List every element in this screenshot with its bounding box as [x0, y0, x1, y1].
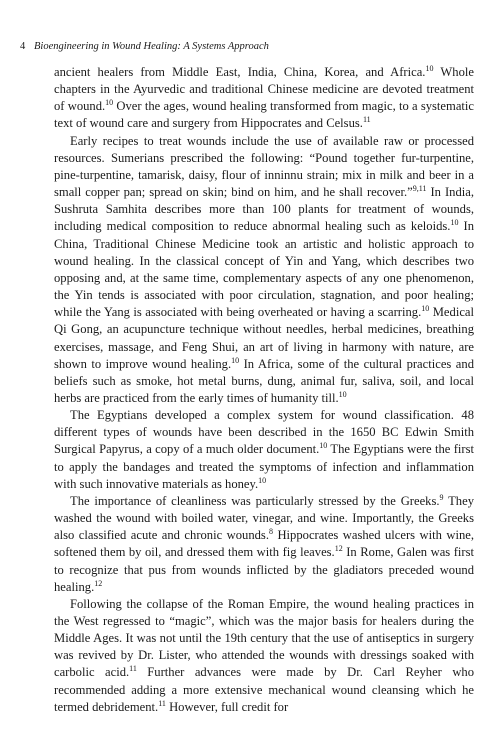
- citation-superscript: 12: [334, 544, 343, 554]
- text-run: Hippocrates washed ulcers with wine, softened them by oil, and dressed them with fig leaves.: [54, 528, 475, 560]
- body-text: [54, 64, 474, 716]
- text-run: ancient healers from Middle East, India, China, Korea, and Africa.: [54, 65, 426, 79]
- citation-superscript: 10: [105, 98, 114, 108]
- citation-superscript: 11: [362, 115, 371, 125]
- citation-superscript: 9: [439, 492, 444, 502]
- citation-superscript: 10: [338, 389, 347, 399]
- citation-superscript: 12: [94, 578, 103, 588]
- citation-superscript: 11: [158, 698, 166, 708]
- text-run: They washed the wound with boiled water, vinegar, and wine. Importantly, the Greeks also classified acute and chronic wounds.: [54, 493, 474, 543]
- text-run: In China, Traditional Chinese Medicine took an artistic and holistic approach to wound healing. In the classical concept of Yin and Yang, which describes two opposing and, at the same time, complementary aspects of any one phenomenon, the Yin tends is associated with poor circulation, stagnation, and poor healing; while the Yang is associated with being overheated or having a scarring.: [54, 219, 475, 320]
- citation-superscript: 10: [258, 475, 267, 485]
- text-run: In Rome, Galen was first to recognize that pus from wounds inflicted by the gladiators preceded wound healing.: [54, 545, 474, 594]
- citation-superscript: 10: [421, 304, 430, 314]
- running-title: Bioengineering in Wound Healing: A Systems Approach: [34, 41, 269, 52]
- paragraph: [54, 64, 474, 133]
- text-run: Whole chapters in the Ayurvedic and traditional Chinese medicine are devoted treatment of wound.: [54, 65, 474, 114]
- citation-superscript: 10: [450, 218, 459, 228]
- text-run: Following the collapse of the Roman Empire, the wound healing practices in the West regressed to “magic”, which was the major basis for healers during the Middle Ages. It was not until the 19th century that the use of antiseptics in surgery was revived by Dr. Lister, who attended the wounds with dressings soaked with carbolic acid.: [54, 596, 474, 680]
- paragraph: [54, 596, 474, 716]
- text-run: Further advances were made by Dr. Carl Reyher who recommended adding a more extensive mechanical wound cleansing which he termed debridement.: [54, 665, 475, 714]
- text-run: The importance of cleanliness was particularly stressed by the Greeks.: [70, 493, 440, 508]
- text-run: However, full credit for: [165, 699, 289, 714]
- text-run: Early recipes to treat wounds include the use of available raw or processed resources. Sumerians prescribed the following: “Pound together fur-turpentine, pine-turpentine, tamarisk, daisy, flour of inninnu strain; mix in milk and beer in a small copper pan; spread on skin; bind on him, and he shall recover.”: [54, 133, 474, 200]
- text-run: In India, Sushruta Samhita describes more than 100 plants for treatment of wounds, including medical composition to reduce abnormal healing such as keloids.: [54, 185, 474, 234]
- citation-superscript: 10: [319, 441, 328, 451]
- running-header: [20, 40, 460, 53]
- page-number: 4: [20, 41, 26, 52]
- citation-superscript: 10: [231, 355, 240, 365]
- paragraph: [54, 493, 474, 596]
- paragraph: [54, 407, 474, 493]
- text-run: Medical Qi Gong, an acupuncture technique without needles, herbal medicines, breathing exercises, massage, and Feng Shui, an art of living in harmony with nature, are shown to improve wound healing.: [54, 305, 474, 371]
- text-run: In Africa, some of the cultural practices and beliefs such as smoke, hot metal burns, dung, animal fur, saliva, soil, and local herbs are practiced from the early times of humanity till.: [54, 356, 474, 405]
- citation-superscript: 11: [129, 664, 137, 674]
- citation-superscript: 9,11: [412, 184, 427, 194]
- text-run: The Egyptians were the first to apply the bandages and treated the symptoms of infection and inflammation with such innovative materials as honey.: [54, 442, 474, 491]
- text-run: Over the ages, wound healing transformed from magic, to a systematic text of wound care and surgery from Hippocrates and Celsus.: [54, 99, 474, 131]
- citation-superscript: 8: [269, 527, 273, 537]
- citation-superscript: 10: [425, 64, 434, 73]
- paragraph: [54, 133, 474, 408]
- text-run: The Egyptians developed a complex system for wound classification. 48 different types of wounds have been described in the 1650 BC Edwin Smith Surgical Papyrus, a copy of a much older document.: [54, 408, 474, 457]
